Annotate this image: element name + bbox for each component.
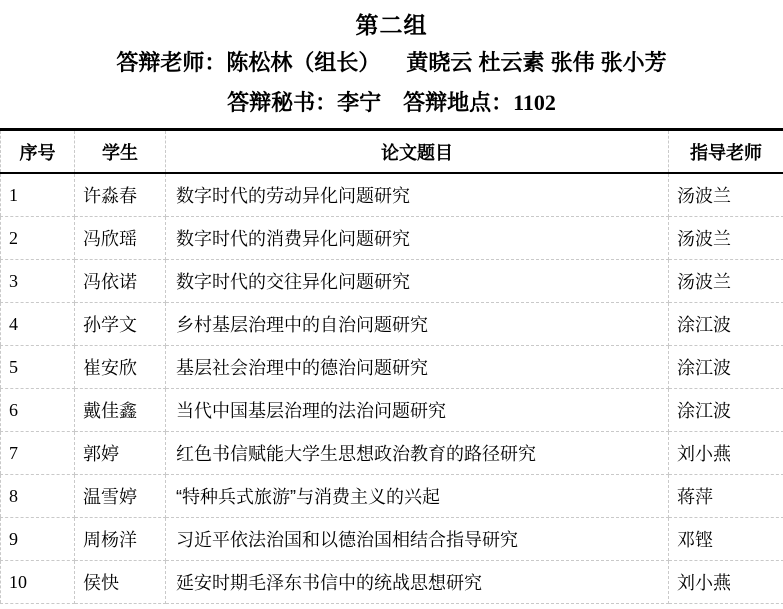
table-row: [1, 475, 783, 518]
table-row: [1, 432, 783, 475]
cell-student: 孙学文: [75, 303, 166, 346]
cell-no: 7: [1, 432, 75, 475]
cell-student: 温雪婷: [75, 475, 166, 518]
cell-advisor: 汤波兰: [669, 217, 783, 260]
secretary-label: 答辩秘书：: [227, 90, 338, 115]
cell-advisor: 蒋萍: [669, 475, 783, 518]
cell-title: 数字时代的劳动异化问题研究: [166, 173, 669, 217]
cell-student: 戴佳鑫: [75, 389, 166, 432]
cell-student: 郭婷: [75, 432, 166, 475]
cell-title: 数字时代的交往异化问题研究: [166, 260, 669, 303]
table-body: [1, 173, 783, 604]
table-header: [1, 130, 783, 174]
table-header-row: [1, 130, 783, 174]
table-row: [1, 217, 783, 260]
table-row: [1, 518, 783, 561]
cell-no: 5: [1, 346, 75, 389]
location-value: 1102: [513, 90, 556, 115]
defense-roster-table: [0, 128, 783, 604]
cell-no: 1: [1, 173, 75, 217]
cell-advisor: 汤波兰: [669, 173, 783, 217]
cell-no: 2: [1, 217, 75, 260]
table-row: [1, 561, 783, 604]
cell-no: 3: [1, 260, 75, 303]
cell-student: 周杨洋: [75, 518, 166, 561]
column-header-advisor: 指导老师: [669, 130, 783, 174]
cell-no: 9: [1, 518, 75, 561]
teachers-label: 答辩老师：: [116, 50, 227, 75]
cell-title: 红色书信赋能大学生思想政治教育的路径研究: [166, 432, 669, 475]
cell-no: 8: [1, 475, 75, 518]
secretary-value: 李宁: [337, 90, 382, 115]
cell-title: 当代中国基层治理的法治问题研究: [166, 389, 669, 432]
cell-advisor: 刘小燕: [669, 561, 783, 604]
secretary-location-line: [0, 83, 783, 123]
column-header-title: 论文题目: [166, 130, 669, 174]
table-row: [1, 346, 783, 389]
cell-advisor: 邓铿: [669, 518, 783, 561]
cell-student: 侯快: [75, 561, 166, 604]
cell-no: 10: [1, 561, 75, 604]
table-row: [1, 303, 783, 346]
cell-title: “特种兵式旅游”与消费主义的兴起: [166, 475, 669, 518]
cell-no: 4: [1, 303, 75, 346]
cell-student: 冯依诺: [75, 260, 166, 303]
cell-advisor: 汤波兰: [669, 260, 783, 303]
location-label: 答辩地点：: [403, 90, 514, 115]
cell-advisor: 刘小燕: [669, 432, 783, 475]
cell-title: 基层社会治理中的德治问题研究: [166, 346, 669, 389]
cell-title: 数字时代的消费异化问题研究: [166, 217, 669, 260]
cell-title: 延安时期毛泽东书信中的统战思想研究: [166, 561, 669, 604]
cell-title: 乡村基层治理中的自治问题研究: [166, 303, 669, 346]
defense-teachers-line: [0, 43, 783, 83]
table-row: [1, 173, 783, 217]
cell-student: 崔安欣: [75, 346, 166, 389]
cell-advisor: 涂江波: [669, 389, 783, 432]
teachers-leader: 陈松林（组长）: [226, 50, 381, 75]
table-row: [1, 260, 783, 303]
cell-student: 冯欣瑶: [75, 217, 166, 260]
cell-advisor: 涂江波: [669, 346, 783, 389]
cell-student: 许淼春: [75, 173, 166, 217]
column-header-no: 序号: [1, 130, 75, 174]
column-header-student: 学生: [75, 130, 166, 174]
table-row: [1, 389, 783, 432]
document-header: [0, 0, 783, 123]
cell-title: 习近平依法治国和以德治国相结合指导研究: [166, 518, 669, 561]
cell-advisor: 涂江波: [669, 303, 783, 346]
cell-no: 6: [1, 389, 75, 432]
teachers-members: 黄晓云 杜云素 张伟 张小芳: [406, 50, 667, 75]
group-title: 第二组: [355, 12, 428, 38]
